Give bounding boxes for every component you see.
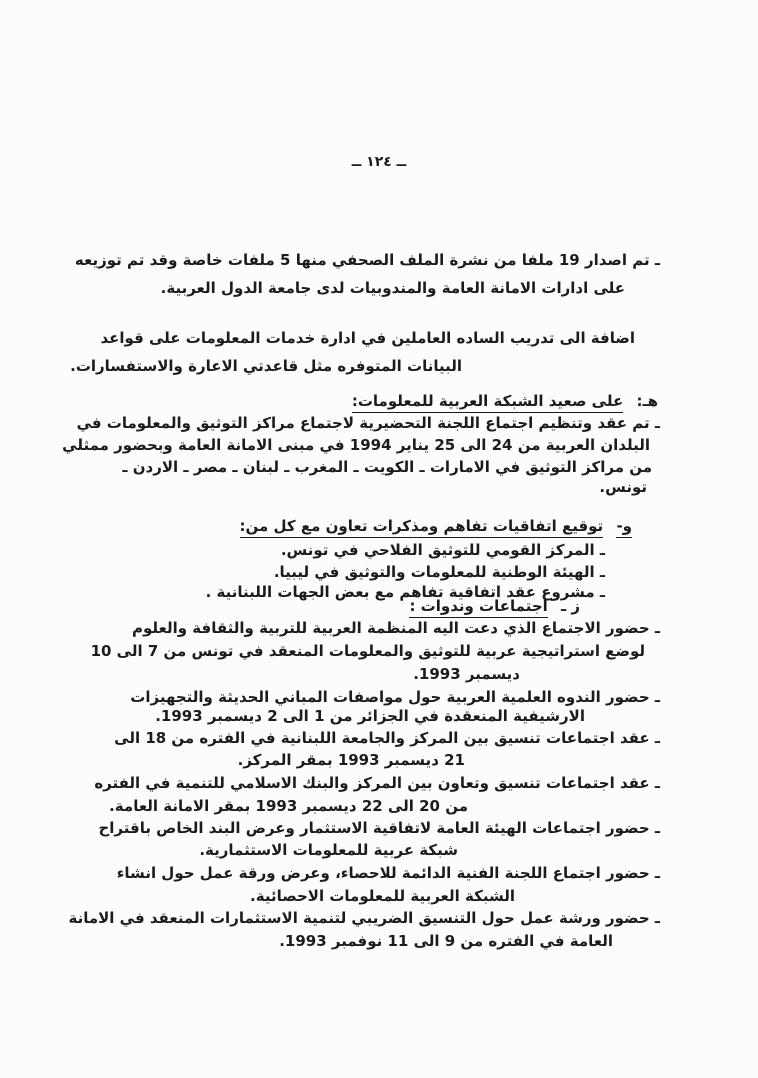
text-line: ـ حضور الندوه العلمية العربية حول مواصفات المباني الحديثة والتجهيزات <box>130 688 660 706</box>
text-line: ـ حضور ورشة عمل حول التنسيق الضريبي لتنمية الاستثمارات المنعقد في الامانة <box>68 909 660 927</box>
section-title: توقيع اتفاقيات تفاهم ومذكرات تعاون مع كل من: <box>240 517 604 538</box>
text-line: على ادارات الامانة العامة والمندوبيات لدى جامعة الدول العربية. <box>160 279 625 297</box>
text-line: ـ حضور الاجتماع الذي دعت اليه المنظمة العربية للتربية والثقافة والعلوم <box>131 619 660 637</box>
section-marker: هـ: <box>636 392 658 410</box>
list-item: ـ مشروع عقد اتفاقية تفاهم مع بعض الجهات اللبنانية . <box>205 583 605 601</box>
text-line: الشبكة العربية للمعلومات الاحصائية. <box>250 887 515 905</box>
section-marker: ز ـ <box>561 597 580 615</box>
text-line: ـ عقد اجتماعات تنسيق وتعاون بين المركز والبنك الاسلامي للتنمية في الفتره <box>94 774 660 792</box>
text-line: شبكة عربية للمعلومات الاستثمارية. <box>199 841 458 859</box>
section-title: على صعيد الشبكة العربية للمعلومات: <box>352 392 623 413</box>
text-line: اضافة الى تدريب الساده العاملين في ادارة خدمات المعلومات على قواعد <box>100 329 635 347</box>
list-item: ـ الهيئة الوطنية للمعلومات والتوثيق في ليبيا. <box>273 563 605 581</box>
text-line: الارشيفية المنعقدة في الجزائر من 1 الى 2 ديسمبر 1993. <box>155 707 585 725</box>
list-item: ـ المركز القومي للتوثيق الفلاحي في تونس. <box>280 541 605 559</box>
text-line: ديسمبر 1993. <box>413 665 520 683</box>
page-number: ــ ١٢٤ ــ <box>351 154 407 170</box>
section-heading-zay <box>409 597 580 616</box>
section-marker: و- <box>616 517 632 538</box>
section-title: اجتماعات وندوات : <box>409 597 547 618</box>
section-heading-heh <box>352 392 658 411</box>
text-line: من 20 الى 22 ديسمبر 1993 بمقر الامانة العامة. <box>109 797 468 815</box>
text-line: ـ تم عقد وتنظيم اجتماع اللجنة التحضيرية لاجتماع مراكز التوثيق والمعلومات في <box>76 414 660 432</box>
text-line: العامة في الفتره من 9 الى 11 نوفمبر 1993. <box>279 932 613 950</box>
section-heading-waw <box>240 517 633 536</box>
text-line: تونس. <box>599 478 647 496</box>
text-line: البلدان العربية من 24 الى 25 يناير 1994 في مبنى الامانة العامة وبحضور ممثلي <box>62 436 650 454</box>
text-line: ـ حضور اجتماعات الهيئة العامة لاتفاقية الاستثمار وعرض البند الخاص باقتراح <box>98 819 660 837</box>
text-line: ـ حضور اجتماع اللجنة الفنية الدائمة للاحصاء، وعرض ورقة عمل حول انشاء <box>116 864 660 882</box>
text-line: البيانات المتوفره مثل قاعدتي الاعارة والاستفسارات. <box>70 357 462 375</box>
text-line: ـ تم اصدار 19 ملفا من نشرة الملف الصحفي منها 5 ملفات خاصة وقد تم توزيعه <box>74 251 660 269</box>
text-line: ـ عقد اجتماعات تنسيق بين المركز والجامعة اللبنانية في الفتره من 18 الى <box>114 729 660 747</box>
text-line: 21 ديسمبر 1993 بمقر المركز. <box>237 751 465 769</box>
text-line: من مراكز التوثيق في الامارات ـ الكويت ـ المغرب ـ لبنان ـ مصر ـ الاردن ـ <box>122 458 652 476</box>
text-line: لوضع استراتيجية عربية للتوثيق والمعلومات المنعقد في تونس من 7 الى 10 <box>90 642 645 660</box>
